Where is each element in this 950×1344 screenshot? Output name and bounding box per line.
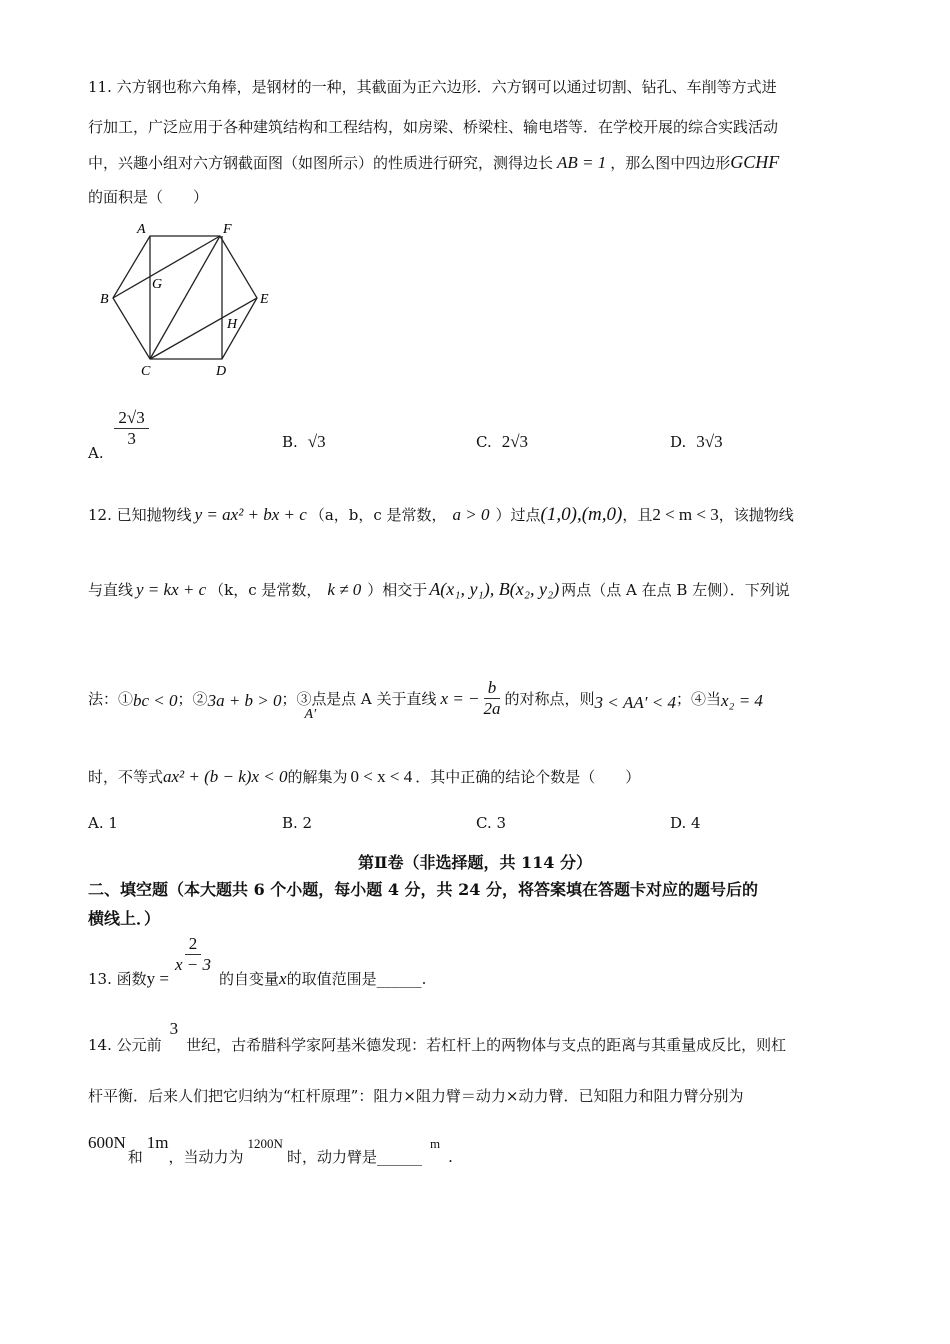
label-a: A [137,222,146,237]
q12-axis-denominator: 2a [483,698,501,718]
section-heading-line-1: 二、填空题（本大题共 6 个小题，每小题 4 分，共 24 分，将答案填在答题卡对应的题号后的 [88,880,758,899]
q11-option-a[interactable] [88,408,149,463]
q14-l3-t4: . [448,1148,453,1166]
label-d: D [216,364,227,379]
label-e: E [260,292,269,307]
q11-option-a-denominator: 3 [127,428,136,448]
q14-l3-t1: 和 [127,1148,143,1166]
q12-statement-3: 3 < AA′ < 4 [594,693,676,713]
q14-l3-t3: 时，动力臂是______ [286,1148,422,1166]
q11-line-3 [88,152,779,173]
q12-points: (1,0),(m,0) [540,504,623,525]
q14-line-3 [88,1132,453,1166]
q12-point-a-prime: A′ [304,707,317,723]
q11-option-c-value: 2√3 [501,432,529,451]
q11-option-b[interactable] [282,432,326,452]
q11-option-d-value: 3√3 [696,432,723,451]
q12-option-b[interactable]: B. 2 [282,814,313,832]
q12-axis-formula-prefix: x = − [440,689,480,709]
q12-l2-t2: （k，c 是常数， [209,581,322,599]
q14-effort-value: 1200N [247,1136,283,1151]
q11-line-3-text-b: ，那么图中四边形 [610,154,731,172]
q12-l1-t1: 12. 已知抛物线 [88,506,192,524]
q13-t2: 的自变量 [219,970,280,989]
q11-option-d-label: D. [670,433,687,451]
q14-l1-t2: 世纪，古希腊科学家阿基米德发现：若杠杆上的两物体与支点的距离与其重量成反比，则杠 [186,1036,787,1054]
q12-option-a[interactable]: A. 1 [88,814,118,832]
q12-option-d[interactable]: D. 4 [670,814,701,832]
q12-line-1 [88,504,794,526]
q12-a-positive: a > 0 [452,505,490,524]
q14-unit-m: m [429,1136,441,1151]
hexagon-figure [95,218,295,388]
q11-option-a-numerator: 2√3 [114,408,148,429]
q11-line-3-text-a: 中，兴趣小组对六方钢截面图（如图所示）的性质进行研究，测得边长 [88,154,554,172]
q12-m-range: 2 < m < 3 [652,505,719,524]
label-g: G [152,277,163,292]
q12-line-2 [88,579,790,600]
q11-option-d[interactable] [670,432,723,452]
q14-resistance-value: 600N [88,1133,126,1152]
q11-line-1: 11. 六方钢也称六角棒，是钢材的一种，其截面为正六边形．六方钢可以通过切割、钻孔、车削等方式进 [88,78,777,96]
q12-l3-t5: 的对称点，则 [504,690,595,709]
q12-line-formula: y = kx + c [136,580,207,599]
q12-l2-t4: 两点（点 A 在点 B 左侧）．下列说 [561,581,790,599]
q12-intersection-points: A(x₁, y₁), B(x₂, y₂) [429,579,560,599]
q14-line-1 [88,1018,787,1054]
q11-option-b-value: √3 [307,432,326,451]
label-f: F [223,222,232,237]
q14-resistance-arm: 1m [146,1133,169,1152]
q12-l2-t3: ）相交于 [367,581,428,599]
q12-l4-t1: 时，不等式 [88,768,164,786]
q14-l3-t2: ，当动力为 [168,1148,244,1166]
q13-t3: 的取值范围是______. [286,970,427,989]
q12-l3-t4: 是点 A 关于直线 [326,690,437,709]
q12-axis-fraction [480,678,505,718]
q12-l1-t4: ，且 [622,506,653,524]
q11-ab-formula: AB = 1 [557,153,607,172]
q12-line-4 [88,766,640,787]
q12-l1-t3: ）过点 [495,506,541,524]
q11-option-a-fraction [114,408,148,448]
q13-variable-x: x [279,969,287,989]
q12-l3-t3: ；③点 [281,690,327,709]
label-b: B [100,292,109,307]
q11-option-a-label: A. [88,444,104,463]
q14-line-2: 杆平衡．后来人们把它归纳为“杠杆原理”：阻力×阻力臂＝动力×动力臂．已知阻力和阻力臂分别为 [88,1087,744,1105]
q13-y-equals: y = [146,969,169,989]
q12-l3-t6: ；④当 [675,690,721,709]
q11-option-c[interactable] [476,432,528,452]
q14-l1-t1: 14. 公元前 [88,1036,162,1054]
section-title: 第Ⅱ卷（非选择题，共 114 分） [357,853,593,872]
q12-statement-1: bc < 0 [133,691,178,711]
q12-option-c[interactable]: C. 3 [476,814,507,832]
q12-l1-t2: （a，b，c 是常数， [309,506,447,524]
label-c: C [141,364,151,379]
q12-line-3 [88,660,763,723]
q12-l4-t2: 的解集为 [287,768,348,786]
q12-l1-t5: ，该抛物线 [718,506,794,524]
q12-l2-t1: 与直线 [88,581,134,599]
q12-parabola-formula: y = ax² + bx + c [194,505,307,524]
q12-solution-set: 0 < x < 4 [350,767,413,786]
q12-statement-2: 3a + b > 0 [207,691,282,711]
q12-inequality: ax² + (b − k)x < 0 [163,767,288,786]
section-heading-line-2: 横线上．） [88,909,161,928]
q12-l3-t2: ；② [177,690,208,709]
q12-l4-t3: ．其中正确的结论个数是（ ） [415,768,641,786]
q11-option-b-label: B. [282,433,298,451]
q13-line [88,934,427,989]
q13-fraction [171,934,215,974]
q13-denominator: x − 3 [174,954,211,974]
q12-axis-numerator: b [484,678,501,699]
q12-statement-4: x₂ = 4 [721,691,763,711]
q13-numerator: 2 [185,934,202,955]
label-h: H [227,317,238,332]
q14-century-number: 3 [169,1019,179,1038]
q11-line-4: 的面积是（ ） [88,188,209,206]
q11-quadrilateral-name: GCHF [730,152,780,172]
q12-l3-t1: 法：① [88,690,134,709]
q11-line-2: 行加工，广泛应用于各种建筑结构和工程结构，如房梁、桥梁柱、输电塔等．在学校开展的综合实践活动 [88,118,779,136]
q12-k-nonzero: k ≠ 0 [327,580,362,599]
q13-t1: 13. 函数 [88,970,147,989]
q11-option-c-label: C. [476,433,492,451]
